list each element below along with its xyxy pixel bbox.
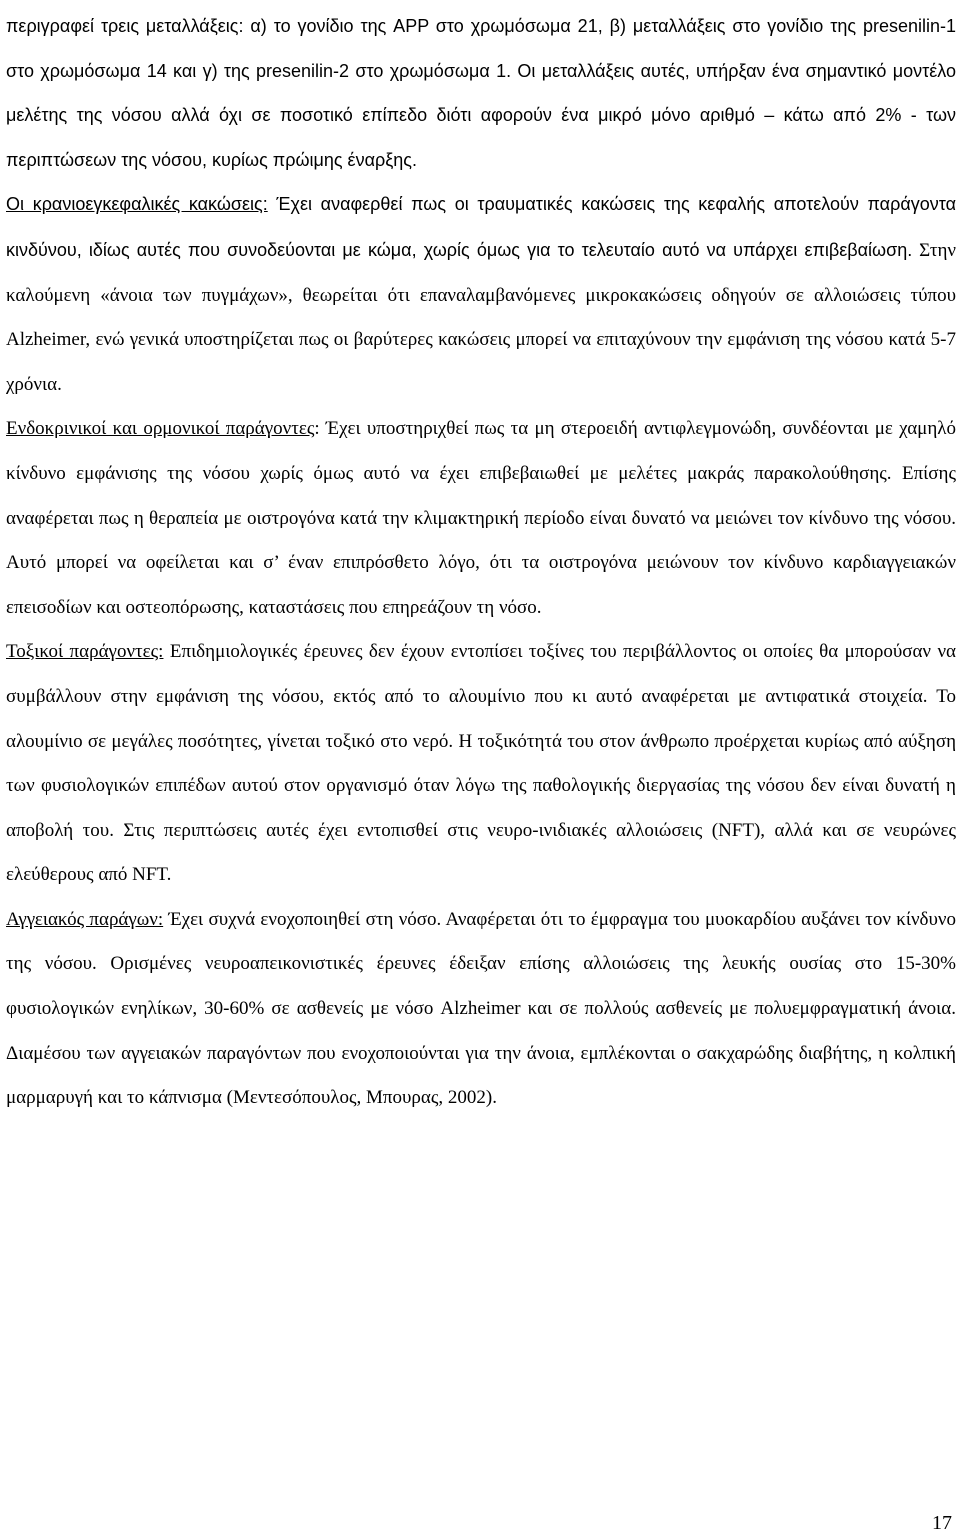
paragraph-head-injuries [6, 182, 956, 407]
paragraph-text: Επιδημιολογικές έρευνες δεν έχουν εντοπίσει τοξίνες του περιβάλλοντος οι οποίες θα μπορούσαν να συμβάλλουν στην εμφάνιση της νόσου, εκτός από το αλουμίνιο που κι αυτό αναφέρεται με αντιφατικά στοιχεία. Το αλουμίνιο σε μεγάλες ποσότητες, γίνεται τοξικό στο νερό. Η τοξικότητά του στον άνθρωπο προέρχεται κυρίως από αύξηση των φυσιολογικών επιπέδων αυτού στον οργανισμό όταν λόγω της παθολογικής διεργασίας της νόσου δεν είναι δυνατή η αποβολή του. Στις περιπτώσεις αυτές έχει εντοπισθεί στις νευρο-ινιδιακές αλλοιώσεις (NFT), αλλά και σε νευρώνες ελεύθερους από NFT. [6, 641, 956, 886]
section-heading: Οι κρανιοεγκεφαλικές κακώσεις: [6, 194, 268, 215]
paragraph-endocrine [6, 407, 956, 630]
section-heading: Ενδοκρινικοί και ορμονικοί παράγοντες [6, 418, 315, 440]
paragraph-text: Έχει συχνά ενοχοποιηθεί στη νόσο. Αναφέρεται ότι το έμφραγμα του μυοκαρδίου αυξάνει τον κίνδυνο της νόσου. Ορισμένες νευροαπεικονιστικές έρευνες έδειξαν επίσης αλλοιώσεις της λευκής ουσίας στο 15-30% φυσιολογικών ενηλίκων, 30-60% σε ασθενείς με νόσο Alzheimer και σε πολλούς ασθενείς με πολυεμφραγματική άνοια. Διαμέσου των αγγειακών παραγόντων που ενοχοποιούνται για την άνοια, εμπλέκονται ο σακχαρώδης διαβήτης, η κολπική μαρμαρυγή και το κάπνισμα (Μεντεσόπουλος, Μπουρας, 2002). [6, 908, 956, 1109]
paragraph-text: Στην καλούμενη «άνοια των πυγμάχων», θεωρείται ότι επαναλαμβανόμενες μικροκακώσεις οδηγούν σε αλλοιώσεις τύπου Alzheimer, ενώ γενικά υποστηρίζεται πως οι βαρύτερες κακώσεις μπορεί να επιταχύνουν την εμφάνιση της νόσου κατά 5-7 χρόνια. [6, 239, 956, 395]
section-heading: Τοξικοί παράγοντες: [6, 641, 164, 663]
paragraph-mutations [6, 4, 956, 182]
paragraph-text: περιγραφεί τρεις μεταλλάξεις: α) το γονίδιο της APP στο χρωμόσωμα 21, β) μεταλλάξεις στο γονίδιο της presenilin-1 στο χρωμόσωμα 14 και γ) της presenilin-2 στο χρωμόσωμα 1. Οι μεταλλάξεις αυτές, υπήρξαν ένα σημαντικό μοντέλο μελέτης της νόσου αλλά όχι σε ποσοτικό επίπεδο διότι αφορούν ένα μικρό μόνο αριθμό – κάτω από 2% - των περιπτώσεων της νόσου, κυρίως πρώιμης έναρξης. [6, 16, 956, 170]
section-heading: Αγγειακός παράγων: [6, 908, 164, 930]
paragraph-vascular [6, 898, 956, 1121]
paragraph-toxic [6, 630, 956, 898]
page-number: 17 [932, 1512, 952, 1534]
paragraph-text: : Έχει υποστηριχθεί πως τα μη στεροειδή αντιφλεγμονώδη, συνδέονται με χαμηλό κίνδυνο εμφάνισης της νόσου χωρίς όμως αυτό να έχει επιβεβαιωθεί με μελέτες μακράς παρακολούθησης. Επίσης αναφέρεται πως η θεραπεία με οιστρογόνα κατά την κλιμακτηρική περίοδο είναι δυνατό να μειώνει τον κίνδυνο της νόσου. Αυτό μπορεί να οφείλεται και σ’ έναν επιπρόσθετο λόγο, ότι τα οιστρογόνα μειώνουν τον κίνδυνο καρδιαγγειακών επεισοδίων και οστεοπόρωσης, καταστάσεις που επηρεάζουν τη νόσο. [6, 418, 956, 618]
paragraph-text: Έχει αναφερθεί πως οι τραυματικές κακώσεις της κεφαλής αποτελούν παράγοντα κινδύνου, ιδίως αυτές που συνοδεύονται με κώμα, χωρίς όμως για το τελευταίο αυτό να υπάρχει επιβεβαίωση. [6, 194, 957, 260]
